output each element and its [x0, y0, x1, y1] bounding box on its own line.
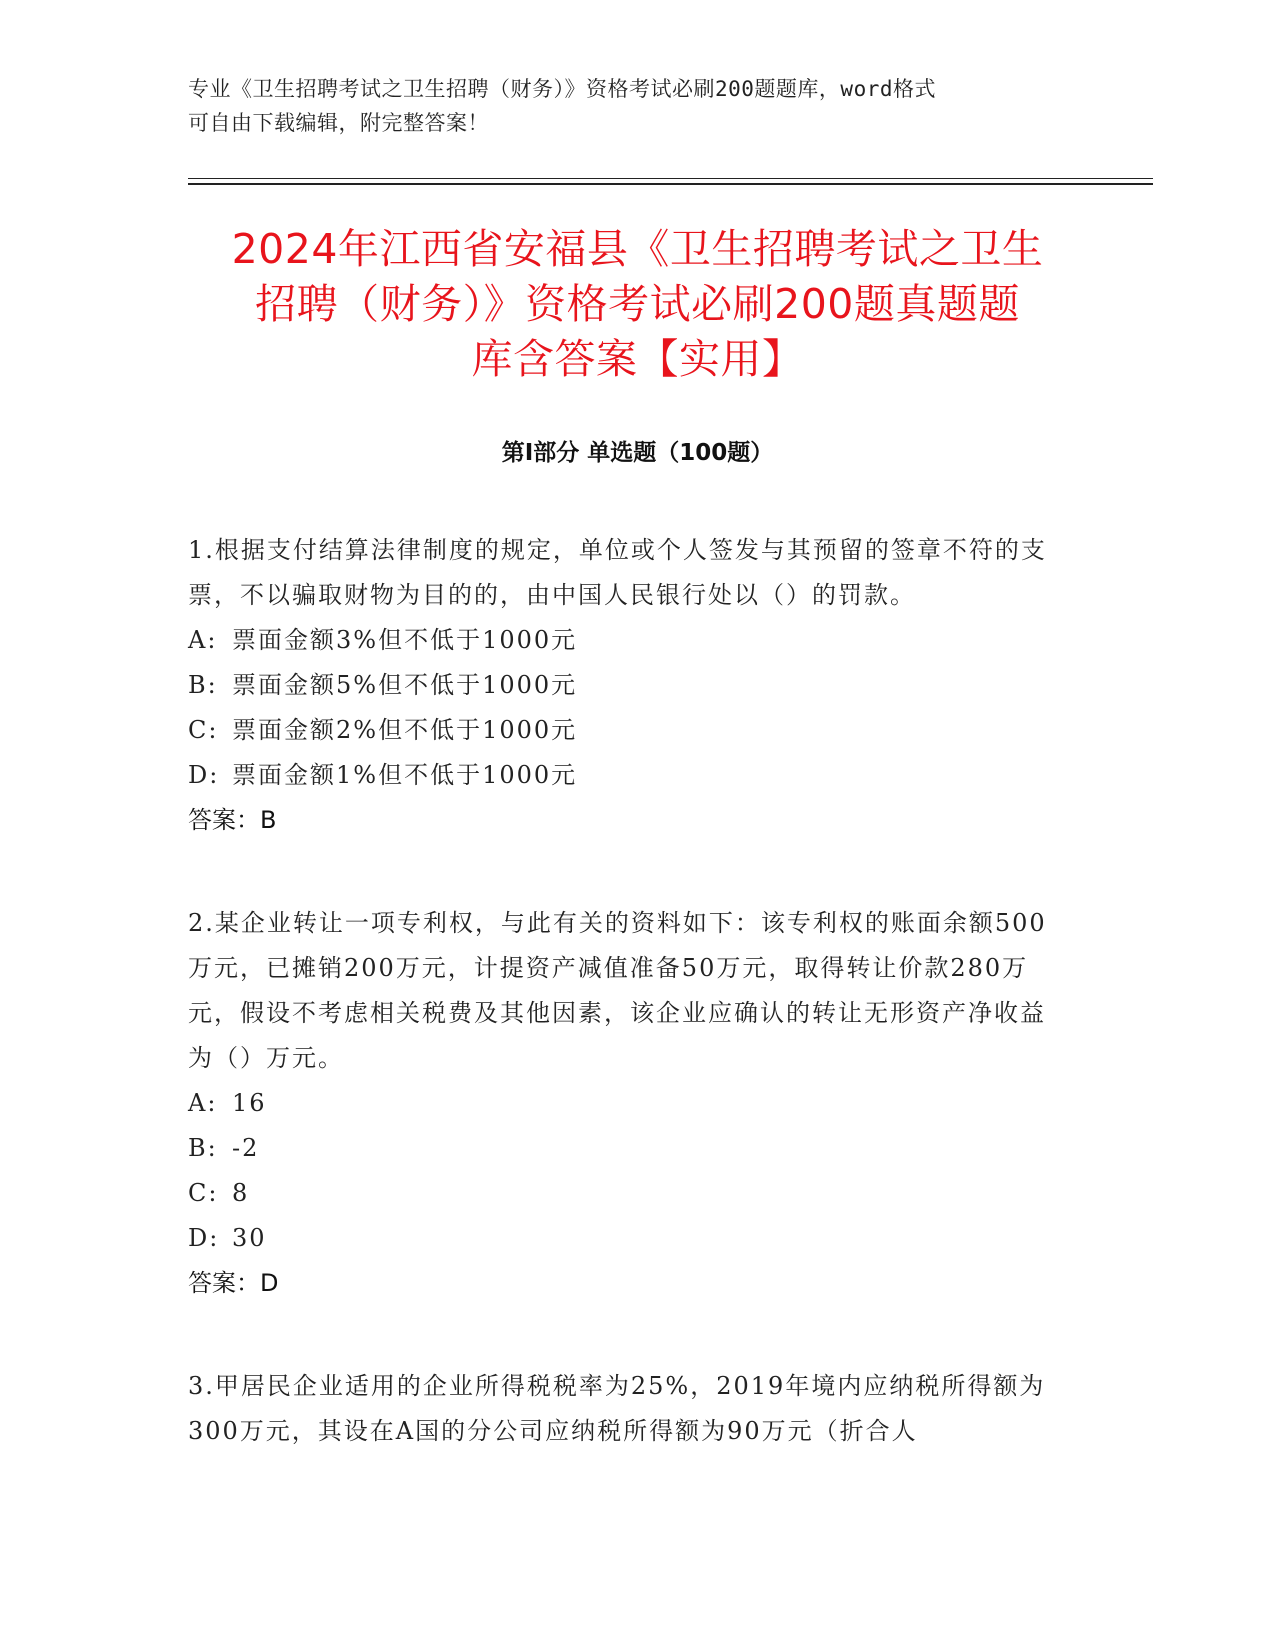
question-stem: 2.某企业转让一项专利权，与此有关的资料如下：该专利权的账面余额500万元，已摊销200万元，计提资产减值准备50万元，取得转让价款280万元，假设不考虑相关税费及其他因素，该企业应确认的转让无形资产净收益为（）万元。 [188, 909, 1047, 1072]
question-list [188, 528, 1068, 1512]
title-line-1: 2024年江西省安福县《卫生招聘考试之卫生 [231, 225, 1044, 273]
question-stem: 1.根据支付结算法律制度的规定，单位或个人签发与其预留的签章不符的支票，不以骗取财物为目的的，由中国人民银行处以（）的罚款。 [188, 536, 1047, 609]
option-text: 8 [232, 1179, 250, 1207]
option-a [188, 1081, 1068, 1126]
title-line-3: 库含答案【实用】 [471, 335, 804, 383]
option-c [188, 1171, 1068, 1216]
option-d [188, 753, 1068, 798]
option-key: C: [188, 716, 219, 744]
header-divider-thin [188, 178, 1153, 179]
question-answer: 答案：D [188, 1269, 279, 1297]
option-key: A: [188, 1089, 218, 1117]
option-b [188, 1126, 1068, 1171]
header-note-line-1: 专业《卫生招聘考试之卫生招聘（财务）》资格考试必刷200题题库，word格式 [188, 77, 936, 101]
header-divider-thick [188, 183, 1153, 185]
question-3 [188, 1364, 1068, 1454]
option-key: C: [188, 1179, 219, 1207]
option-text: 票面金额2%但不低于1000元 [232, 716, 578, 744]
question-stem: 3.甲居民企业适用的企业所得税税率为25%，2019年境内应纳税所得额为300万元，其设在A国的分公司应纳税所得额为90万元（折合人 [188, 1372, 1046, 1445]
option-text: 票面金额1%但不低于1000元 [232, 761, 578, 789]
option-text: 30 [232, 1224, 267, 1252]
option-text: -2 [232, 1134, 260, 1162]
option-c [188, 708, 1068, 753]
option-d [188, 1216, 1068, 1261]
option-key: A: [188, 626, 218, 654]
option-key: D: [188, 761, 220, 789]
option-text: 票面金额5%但不低于1000元 [232, 671, 578, 699]
header-note [188, 72, 1068, 140]
document-title [160, 222, 1115, 387]
section-heading: 第Ⅰ部分 单选题（100题） [501, 440, 774, 466]
option-text: 16 [232, 1089, 267, 1117]
header-note-line-2: 可自由下载编辑，附完整答案！ [188, 111, 489, 135]
option-text: 票面金额3%但不低于1000元 [232, 626, 578, 654]
option-key: B: [188, 1134, 218, 1162]
title-line-2: 招聘（财务）》资格考试必刷200题真题题 [255, 280, 1020, 328]
question-1 [188, 528, 1068, 843]
question-answer: 答案：B [188, 806, 277, 834]
option-b [188, 663, 1068, 708]
option-a [188, 618, 1068, 663]
question-2 [188, 901, 1068, 1306]
option-key: D: [188, 1224, 220, 1252]
option-key: B: [188, 671, 218, 699]
